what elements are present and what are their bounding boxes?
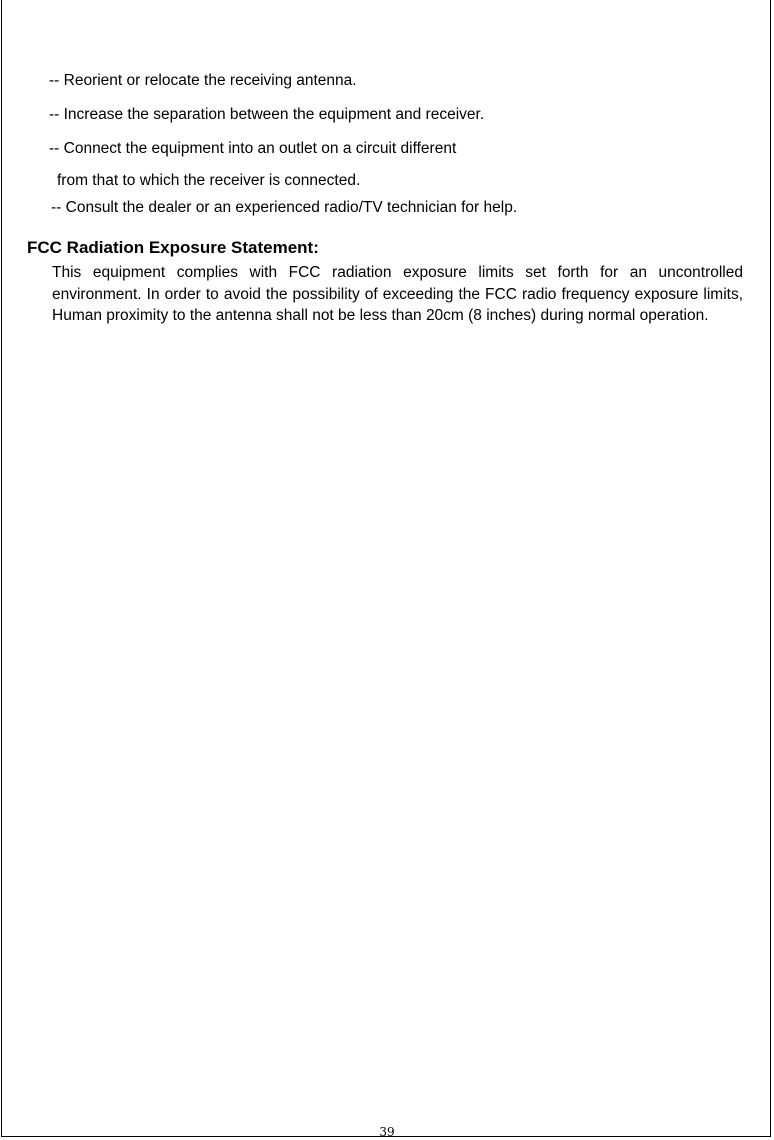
instruction-consult-dealer: -- Consult the dealer or an experienced radio/TV technician for help. — [51, 199, 518, 216]
instruction-increase-separation: -- Increase the separation between the equipment and receiver. — [49, 106, 485, 123]
instruction-connect-outlet: -- Connect the equipment into an outlet on a circuit different — [49, 140, 457, 157]
page-number: 39 — [379, 1125, 395, 1139]
section-heading: FCC Radiation Exposure Statement: — [27, 238, 319, 257]
instruction-reorient: -- Reorient or relocate the receiving antenna. — [49, 72, 357, 89]
page-frame — [1, 0, 771, 1137]
section-body: This equipment complies with FCC radiation exposure limits set forth for an uncontrolled environment. In order to avoid the possibility of exceeding the FCC radio frequency exposure limits, Human proximity to the antenna shall not be less than 20cm (8 inches) during normal operation. — [52, 264, 743, 324]
instruction-connect-outlet-continued: from that to which the receiver is connected. — [57, 172, 361, 189]
